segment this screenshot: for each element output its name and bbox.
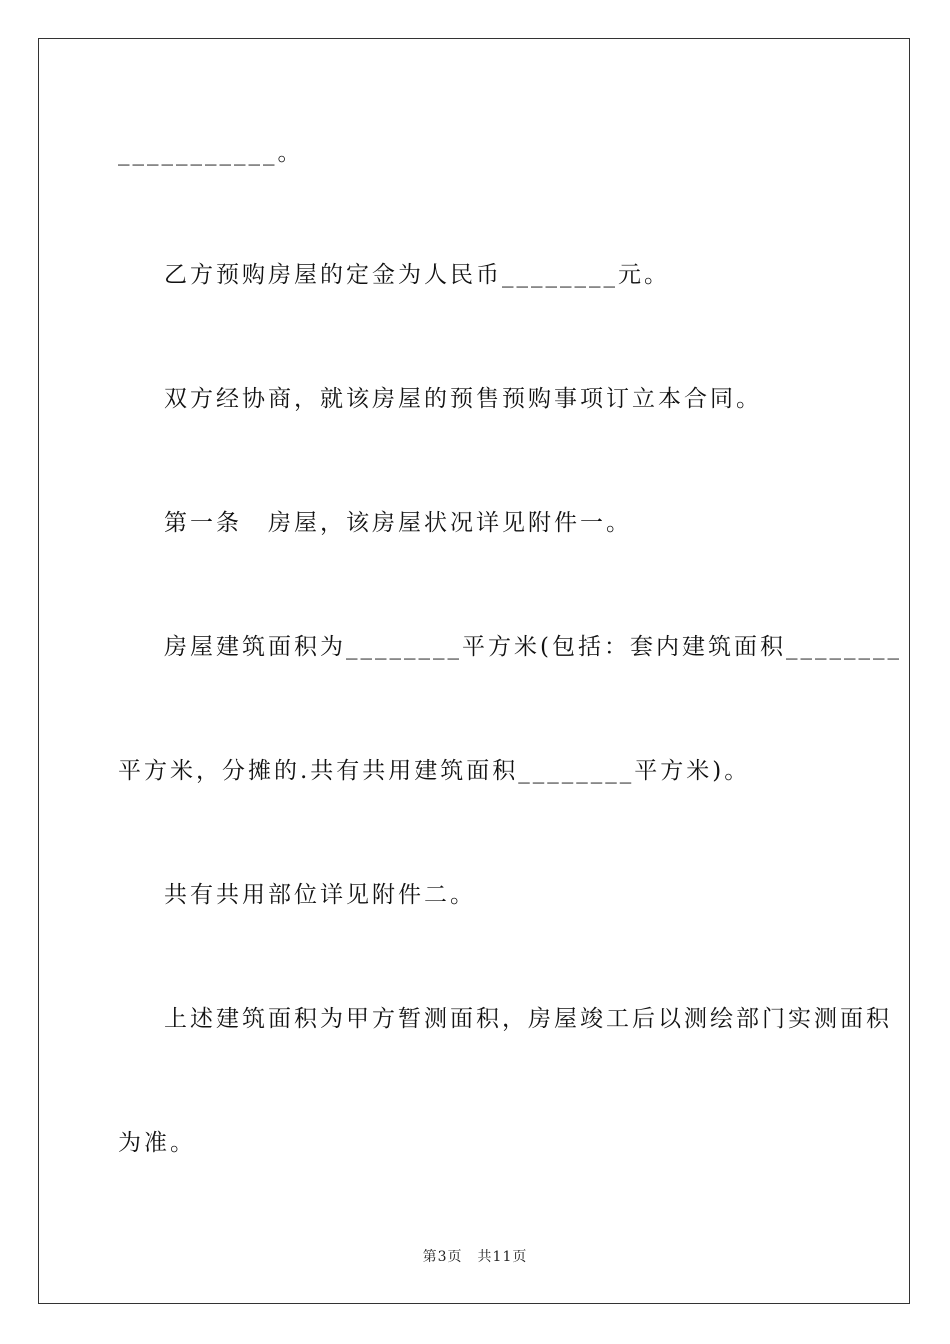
text-line-6: 平方米，分摊的.共有共用建筑面积________平方米)。	[118, 758, 751, 784]
page-border	[38, 38, 910, 1304]
text-line-3: 双方经协商，就该房屋的预售预购事项订立本合同。	[164, 386, 762, 412]
page-number-footer: 第3页 共11页	[422, 1249, 528, 1265]
text-line-5: 房屋建筑面积为________平方米(包括：套内建筑面积________	[164, 634, 902, 660]
text-line-7: 共有共用部位详见附件二。	[164, 882, 476, 908]
text-line-4: 第一条 房屋，该房屋状况详见附件一。	[164, 510, 632, 536]
text-line-8: 上述建筑面积为甲方暂测面积，房屋竣工后以测绘部门实测面积	[164, 1006, 892, 1032]
text-line-9: 为准。	[118, 1130, 196, 1156]
text-line-2: 乙方预购房屋的定金为人民币________元。	[164, 262, 670, 288]
text-line-1: ___________。	[118, 140, 304, 166]
